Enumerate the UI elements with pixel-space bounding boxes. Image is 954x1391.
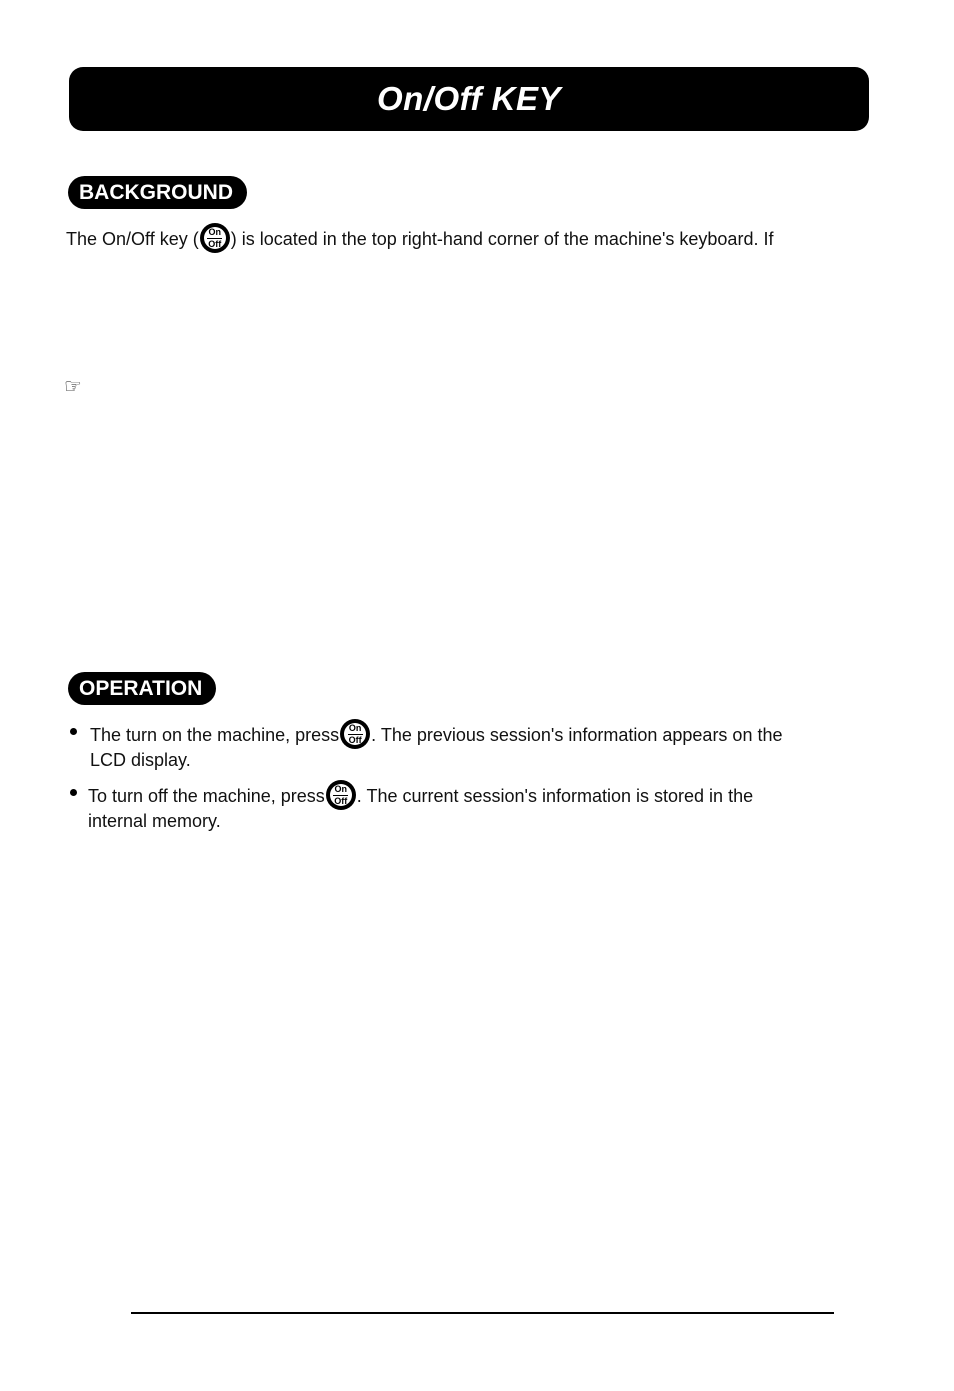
- list-item: To turn off the machine, press On Off . The current session's information is stored in the internal memory.: [70, 780, 753, 833]
- operation-heading: OPERATION: [68, 672, 216, 705]
- background-heading: BACKGROUND: [68, 176, 247, 209]
- page-title-bar: [69, 67, 869, 131]
- bullet-icon: [70, 728, 77, 735]
- bullet-icon: [70, 789, 77, 796]
- background-text-before: The On/Off key (: [66, 229, 199, 249]
- on-off-key-icon: On Off: [200, 223, 230, 253]
- pointing-hand-icon: ☞: [64, 376, 82, 398]
- background-text-after: ) is located in the top right-hand corner of the machine's keyboard. If: [230, 229, 774, 249]
- list-item: The turn on the machine, press On Off . The previous session's information appears on the LCD display.: [70, 719, 782, 772]
- on-off-key-icon: On Off: [340, 719, 370, 749]
- on-off-key-icon: On Off: [326, 780, 356, 810]
- page-title: On/Off KEY: [376, 80, 562, 117]
- background-paragraph: [66, 223, 773, 253]
- footer-divider: [131, 1312, 834, 1314]
